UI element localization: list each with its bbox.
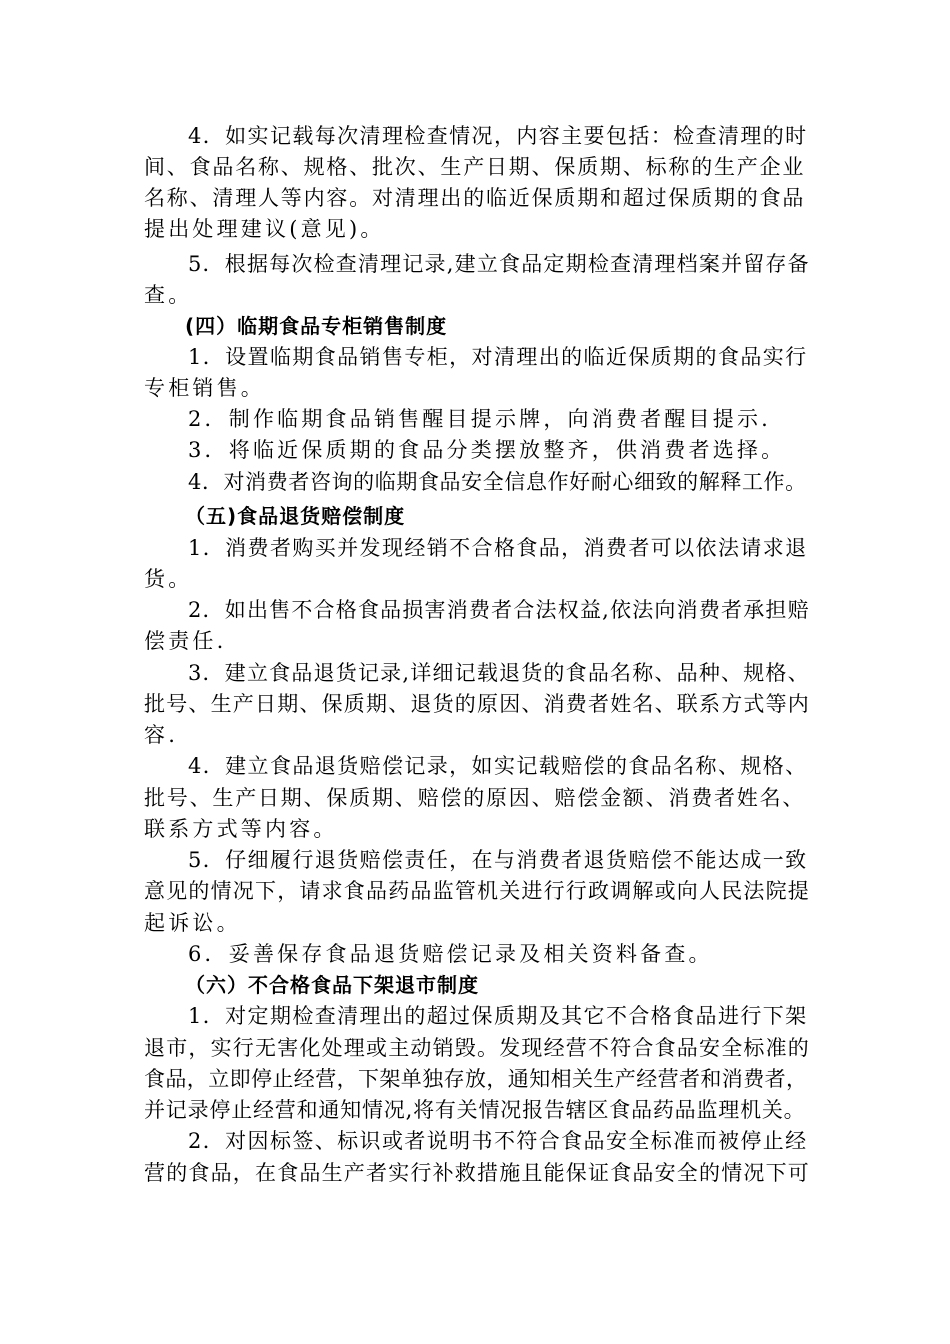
- paragraph-line: 3．将临近保质期的食品分类摆放整齐，供消费者选择。: [188, 438, 786, 462]
- paragraph-line: 意见的情况下，请求食品药品监管机关进行行政调解或向人民法院提: [144, 879, 810, 903]
- paragraph-line: 2．对因标签、标识或者说明书不符合食品安全标准而被停止经: [188, 1129, 808, 1153]
- paragraph-line: 6．妥善保存食品退货赔偿记录及相关资料备查。: [188, 942, 713, 966]
- paragraph-line: 1．消费者购买并发现经销不合格食品，消费者可以依法请求退: [188, 536, 808, 560]
- paragraph-line: 5．根据每次检查清理记录,建立食品定期检查清理档案并留存备: [188, 252, 810, 276]
- paragraph-line: 1．对定期检查清理出的超过保质期及其它不合格食品进行下架: [188, 1004, 808, 1028]
- paragraph-line: 2．如出售不合格食品损害消费者合法权益,依法向消费者承担赔: [188, 598, 810, 622]
- paragraph-line: 批号、生产日期、保质期、赔偿的原因、赔偿金额、消费者姓名、: [144, 786, 806, 810]
- paragraph-line: 偿责任.: [144, 629, 227, 653]
- paragraph-line: 货。: [144, 567, 193, 591]
- paragraph-line: 批号、生产日期、保质期、退货的原因、消费者姓名、联系方式等内: [144, 692, 810, 716]
- section-heading-five: （五)食品退货赔偿制度: [185, 504, 406, 528]
- paragraph-line: 联系方式等内容。: [144, 817, 338, 841]
- paragraph-line: 名称、清理人等内容。对清理出的临近保质期和超过保质期的食品: [144, 186, 806, 210]
- paragraph-line: 并记录停止经营和通知情况,将有关情况报告辖区食品药品监理机关。: [144, 1098, 806, 1122]
- section-heading-four: (四）临期食品专柜销售制度: [185, 314, 448, 338]
- paragraph-line: 4．建立食品退货赔偿记录，如实记载赔偿的食品名称、规格、: [188, 754, 808, 778]
- paragraph-line: 退市，实行无害化处理或主动销毁。发现经营不符合食品安全标准的: [144, 1036, 810, 1060]
- paragraph-line: 1．设置临期食品销售专柜，对清理出的临近保质期的食品实行: [188, 345, 808, 369]
- section-heading-six: （六）不合格食品下架退市制度: [185, 973, 479, 997]
- paragraph-line: 查。: [144, 283, 193, 307]
- paragraph-line: 起诉讼。: [144, 911, 241, 935]
- paragraph-line: 容.: [144, 723, 179, 747]
- paragraph-line: 4．对消费者咨询的临期食品安全信息作好耐心细致的解释工作。: [188, 470, 807, 494]
- paragraph-line: 营的食品，在食品生产者实行补救措施且能保证食品安全的情况下可: [144, 1161, 810, 1185]
- paragraph-line: 专柜销售。: [144, 376, 265, 400]
- paragraph-line: 5．仔细履行退货赔偿责任，在与消费者退货赔偿不能达成一致: [188, 848, 808, 872]
- paragraph-line: 提出处理建议(意见)。: [144, 217, 385, 241]
- paragraph-line: 4．如实记载每次清理检查情况，内容主要包括：检查清理的时: [188, 124, 808, 148]
- paragraph-line: 3．建立食品退货记录,详细记载退货的食品名称、品种、规格、: [188, 661, 810, 685]
- paragraph-line: 间、食品名称、规格、批次、生产日期、保质期、标称的生产企业: [144, 155, 806, 179]
- paragraph-line: 2．制作临期食品销售醒目提示牌，向消费者醒目提示.: [188, 407, 772, 431]
- paragraph-line: 食品，立即停止经营，下架单独存放，通知相关生产经营者和消费者，: [144, 1067, 808, 1091]
